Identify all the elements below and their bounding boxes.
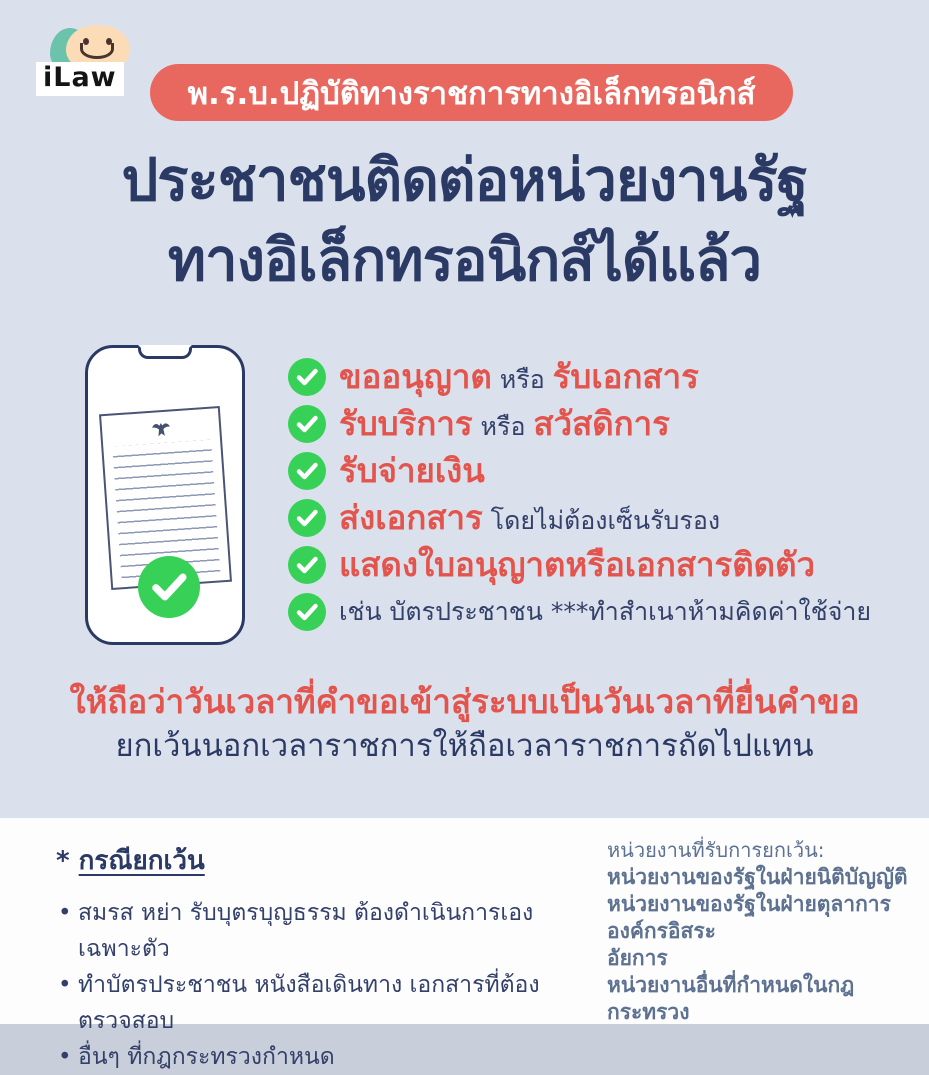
act-name-banner: [150, 64, 793, 121]
check-circle-icon: [288, 499, 326, 537]
check-circle-icon: [288, 405, 326, 443]
exceptions-list: [56, 895, 576, 1075]
item-example-note: เช่น บัตรประชาชน ***ทำสำเนาห้ามคิดค่าใช้จ่าย: [339, 596, 872, 626]
ilaw-logo-text: iLaw: [36, 62, 124, 96]
list-item: [288, 588, 928, 635]
check-circle-icon: [288, 546, 326, 584]
exceptions-heading-label: กรณียกเว้น: [78, 846, 205, 876]
item-connector: หรือ: [472, 412, 534, 441]
list-item: [288, 353, 928, 400]
list-item: [288, 447, 928, 494]
list-item: [288, 541, 928, 588]
item-keyword: รับเอกสาร: [552, 357, 699, 396]
asterisk: *: [56, 846, 79, 876]
check-circle-icon: [288, 358, 326, 396]
exceptions-heading: [56, 840, 576, 881]
exceptions-section: [56, 840, 576, 1075]
garuda-emblem-icon: [150, 419, 171, 437]
phone-illustration: [85, 345, 245, 645]
approved-check-icon: [138, 556, 200, 618]
exempt-agencies-section: [607, 836, 919, 1026]
item-detail: โดยไม่ต้องเซ็นรับรอง: [482, 506, 721, 535]
list-item: หน่วยงานอื่นที่กำหนดในกฎกระทรวง: [607, 973, 855, 1024]
list-item: • ทำบัตรประชาชน หนังสือเดินทาง เอกสารที่ต้องตรวจสอบ: [56, 967, 576, 1039]
check-circle-icon: [288, 452, 326, 490]
list-item: องค์กรอิสระ: [607, 919, 716, 943]
main-title-line2: ทางอิเล็กทรอนิกส์ได้แล้ว: [167, 226, 762, 294]
item-keyword: ส่งเอกสาร: [339, 498, 483, 537]
item-keyword: รับจ่ายเงิน: [339, 451, 485, 490]
item-keyword: สวัสดิการ: [533, 404, 670, 443]
item-keyword: แสดงใบอนุญาตหรือเอกสารติดตัว: [339, 545, 816, 584]
list-item: อัยการ: [607, 946, 668, 970]
act-name-text: พ.ร.บ.ปฏิบัติทางราชการทางอิเล็กทรอนิกส์: [187, 75, 756, 112]
list-item: • อื่นๆ ที่กฎกระทรวงกำหนด: [56, 1039, 576, 1075]
timing-statement: [0, 680, 929, 768]
timing-statement-note: ยกเว้นนอกเวลาราชการให้ถือเวลาราชการถัดไปแทน: [115, 728, 814, 764]
check-circle-icon: [288, 593, 326, 631]
smiley-mouth: [80, 43, 114, 59]
item-keyword: รับบริการ: [339, 404, 473, 443]
item-keyword: ขออนุญาต: [339, 357, 492, 396]
footer-panel: [0, 818, 929, 1070]
timing-statement-highlight: ให้ถือว่าวันเวลาที่คำขอเข้าสู่ระบบเป็นวันเวลาที่ยื่นคำขอ: [69, 682, 860, 721]
main-title-line1: ประชาชนติดต่อหน่วยงานรัฐ: [121, 146, 808, 214]
list-item: หน่วยงานของรัฐในฝ่ายนิติบัญญัติ: [607, 865, 908, 889]
exempt-agencies-heading: หน่วยงานที่รับการยกเว้น:: [607, 838, 825, 862]
phone-notch: [138, 345, 192, 359]
capability-checklist: [288, 353, 928, 635]
list-item: [288, 400, 928, 447]
list-item: [288, 494, 928, 541]
main-title: [0, 140, 929, 300]
list-item: หน่วยงานของรัฐในฝ่ายตุลาการ: [607, 892, 891, 916]
item-connector: หรือ: [491, 365, 553, 394]
ilaw-logo: [30, 12, 150, 102]
list-item: • สมรส หย่า รับบุตรบุญธรรม ต้องดำเนินการเองเฉพาะตัว: [56, 895, 576, 967]
